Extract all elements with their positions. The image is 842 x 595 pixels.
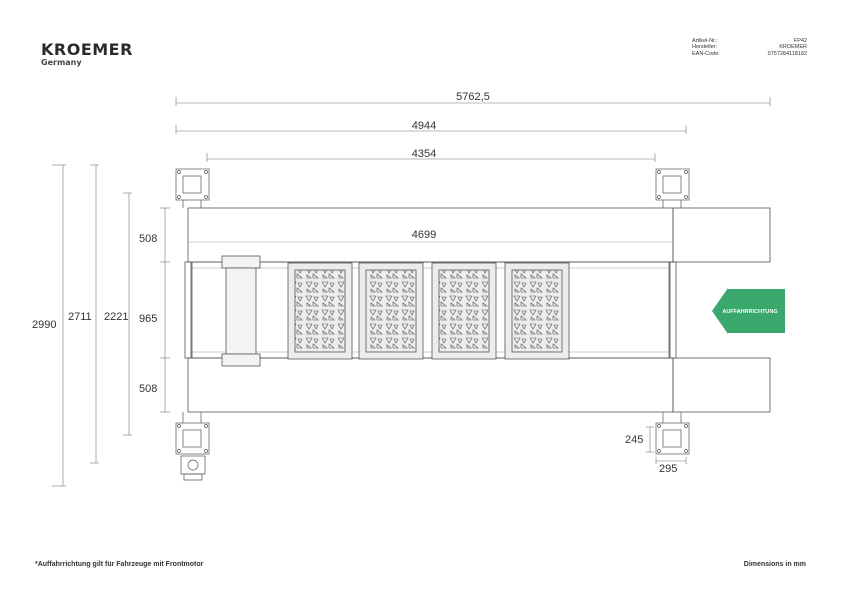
width-2711-label: 2711 — [68, 311, 92, 323]
post-width-label: 295 — [659, 463, 678, 475]
length-4944-label: 4944 — [411, 120, 437, 132]
cross-frame — [185, 262, 676, 358]
post-offset-label: 245 — [625, 434, 644, 446]
dimension-post-offset — [646, 427, 654, 452]
ean-code-label: EAN-Code: — [692, 50, 720, 57]
brand-logo: KROEMER — [41, 40, 133, 59]
manufacturer-label: Hersteller: — [692, 44, 718, 51]
drive-direction-label: AUFFAHRRICHTUNG — [722, 309, 778, 315]
runway-top — [188, 208, 770, 262]
runway-width-bottom-label: 508 — [139, 383, 158, 395]
runway-bottom — [188, 358, 770, 412]
runway-length-label: 4699 — [411, 229, 437, 241]
units-note: Dimensions in mm — [743, 561, 806, 568]
runway-width-top-label: 508 — [139, 233, 158, 245]
runway-gap-label: 965 — [139, 313, 158, 325]
post-bottom-left — [176, 412, 209, 480]
brand-country: Germany — [41, 58, 82, 67]
dimension-runway-widths — [160, 208, 170, 412]
drip-trays — [288, 263, 569, 359]
overall-length-label: 5762,5 — [456, 91, 490, 103]
jack-beam — [222, 256, 260, 366]
overall-width-label: 2990 — [32, 319, 57, 331]
length-4354-label: 4354 — [411, 148, 437, 160]
manufacturer-value: KROEMER — [779, 44, 807, 51]
ean-code-value: 0757284118182 — [767, 50, 807, 57]
post-top-left — [176, 169, 209, 208]
article-number-value: FP42 — [793, 38, 807, 44]
article-number-label: Artikel-Nr.: — [692, 38, 718, 44]
footnote: *Auffahrrichtung gilt für Fahrzeuge mit Frontmotor — [35, 561, 204, 568]
post-top-right — [656, 169, 689, 208]
post-bottom-right — [656, 412, 689, 454]
width-2221-label: 2221 — [104, 311, 129, 323]
